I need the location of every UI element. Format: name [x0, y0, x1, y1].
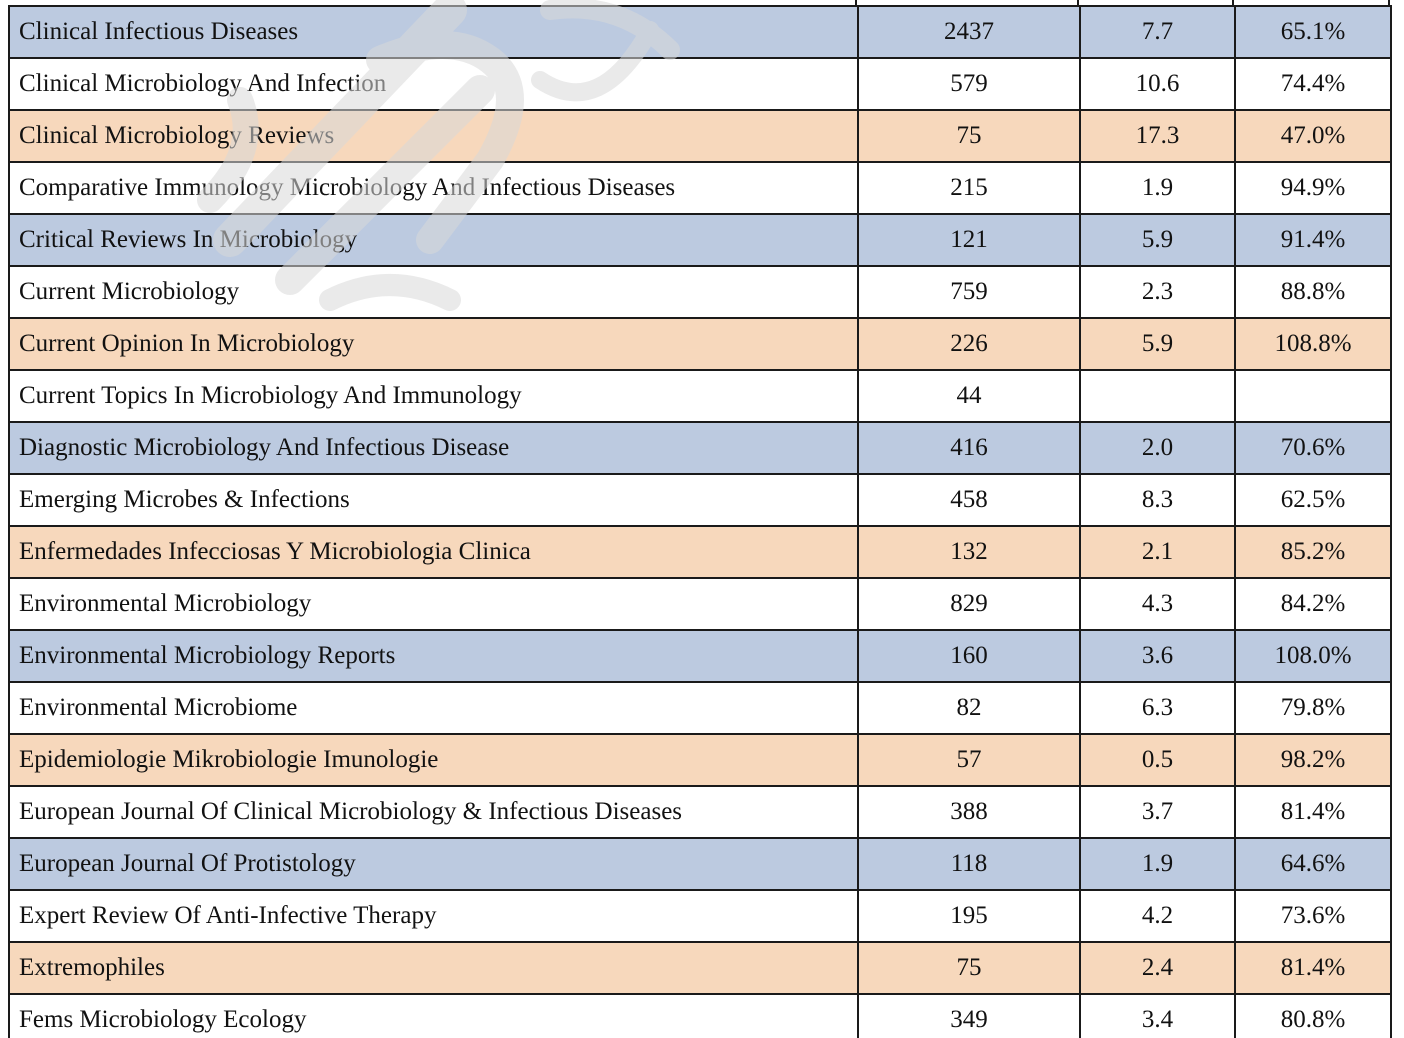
- journal-name-cell: Clinical Microbiology Reviews: [9, 110, 858, 162]
- count-cell: 44: [858, 370, 1080, 422]
- journal-name-cell: Current Topics In Microbiology And Immunology: [9, 370, 858, 422]
- percent-cell: 98.2%: [1235, 734, 1391, 786]
- score-cell: 3.4: [1080, 994, 1235, 1038]
- count-cell: 416: [858, 422, 1080, 474]
- journal-name-cell: Enfermedades Infecciosas Y Microbiologia Clinica: [9, 526, 858, 578]
- journal-name-cell: Current Microbiology: [9, 266, 858, 318]
- count-cell: 579: [858, 58, 1080, 110]
- count-cell: 75: [858, 110, 1080, 162]
- percent-cell: 81.4%: [1235, 786, 1391, 838]
- score-cell: 17.3: [1080, 110, 1235, 162]
- journal-name-cell: Environmental Microbiology Reports: [9, 630, 858, 682]
- table-row: [9, 942, 1391, 994]
- table-row: [9, 318, 1391, 370]
- table-row: [9, 578, 1391, 630]
- percent-cell: 84.2%: [1235, 578, 1391, 630]
- table-row: [9, 682, 1391, 734]
- score-cell: 10.6: [1080, 58, 1235, 110]
- table-row: [9, 370, 1391, 422]
- score-cell: [1080, 370, 1235, 422]
- count-cell: 829: [858, 578, 1080, 630]
- count-cell: 388: [858, 786, 1080, 838]
- journal-name-cell: Expert Review Of Anti-Infective Therapy: [9, 890, 858, 942]
- score-cell: 7.7: [1080, 6, 1235, 58]
- table-row: [9, 526, 1391, 578]
- table-row: [9, 994, 1391, 1038]
- percent-cell: [1235, 370, 1391, 422]
- count-cell: 458: [858, 474, 1080, 526]
- journal-name-cell: European Journal Of Clinical Microbiology & Infectious Diseases: [9, 786, 858, 838]
- percent-cell: 70.6%: [1235, 422, 1391, 474]
- journal-name-cell: Clinical Infectious Diseases: [9, 6, 858, 58]
- journal-name-cell: Critical Reviews In Microbiology: [9, 214, 858, 266]
- journal-table: [8, 5, 1392, 1038]
- table-row: [9, 58, 1391, 110]
- percent-cell: 108.0%: [1235, 630, 1391, 682]
- count-cell: 759: [858, 266, 1080, 318]
- table-row: [9, 6, 1391, 58]
- count-cell: 215: [858, 162, 1080, 214]
- journal-name-cell: Emerging Microbes & Infections: [9, 474, 858, 526]
- journal-name-cell: Environmental Microbiome: [9, 682, 858, 734]
- journal-name-cell: Extremophiles: [9, 942, 858, 994]
- table-row: [9, 162, 1391, 214]
- percent-cell: 91.4%: [1235, 214, 1391, 266]
- score-cell: 0.5: [1080, 734, 1235, 786]
- journal-name-cell: Diagnostic Microbiology And Infectious Disease: [9, 422, 858, 474]
- table-row: [9, 214, 1391, 266]
- score-cell: 3.7: [1080, 786, 1235, 838]
- percent-cell: 85.2%: [1235, 526, 1391, 578]
- score-cell: 1.9: [1080, 838, 1235, 890]
- count-cell: 226: [858, 318, 1080, 370]
- count-cell: 160: [858, 630, 1080, 682]
- journal-table-body: [9, 6, 1391, 1038]
- percent-cell: 94.9%: [1235, 162, 1391, 214]
- count-cell: 75: [858, 942, 1080, 994]
- percent-cell: 88.8%: [1235, 266, 1391, 318]
- percent-cell: 62.5%: [1235, 474, 1391, 526]
- table-row: [9, 110, 1391, 162]
- journal-name-cell: Clinical Microbiology And Infection: [9, 58, 858, 110]
- score-cell: 6.3: [1080, 682, 1235, 734]
- count-cell: 2437: [858, 6, 1080, 58]
- count-cell: 118: [858, 838, 1080, 890]
- journal-name-cell: Environmental Microbiology: [9, 578, 858, 630]
- count-cell: 132: [858, 526, 1080, 578]
- table-row: [9, 266, 1391, 318]
- score-cell: 2.1: [1080, 526, 1235, 578]
- percent-cell: 47.0%: [1235, 110, 1391, 162]
- journal-name-cell: Comparative Immunology Microbiology And Infectious Diseases: [9, 162, 858, 214]
- journal-name-cell: Fems Microbiology Ecology: [9, 994, 858, 1038]
- journal-name-cell: Current Opinion In Microbiology: [9, 318, 858, 370]
- percent-cell: 79.8%: [1235, 682, 1391, 734]
- table-row: [9, 890, 1391, 942]
- count-cell: 82: [858, 682, 1080, 734]
- percent-cell: 108.8%: [1235, 318, 1391, 370]
- score-cell: 5.9: [1080, 318, 1235, 370]
- percent-cell: 81.4%: [1235, 942, 1391, 994]
- table-row: [9, 474, 1391, 526]
- score-cell: 4.3: [1080, 578, 1235, 630]
- score-cell: 5.9: [1080, 214, 1235, 266]
- count-cell: 121: [858, 214, 1080, 266]
- table-row: [9, 422, 1391, 474]
- table-row: [9, 630, 1391, 682]
- score-cell: 4.2: [1080, 890, 1235, 942]
- percent-cell: 73.6%: [1235, 890, 1391, 942]
- count-cell: 195: [858, 890, 1080, 942]
- journal-name-cell: European Journal Of Protistology: [9, 838, 858, 890]
- percent-cell: 64.6%: [1235, 838, 1391, 890]
- table-row: [9, 734, 1391, 786]
- score-cell: 2.3: [1080, 266, 1235, 318]
- score-cell: 2.0: [1080, 422, 1235, 474]
- percent-cell: 74.4%: [1235, 58, 1391, 110]
- count-cell: 57: [858, 734, 1080, 786]
- score-cell: 2.4: [1080, 942, 1235, 994]
- score-cell: 3.6: [1080, 630, 1235, 682]
- table-row: [9, 786, 1391, 838]
- table-row: [9, 838, 1391, 890]
- score-cell: 8.3: [1080, 474, 1235, 526]
- count-cell: 349: [858, 994, 1080, 1038]
- percent-cell: 65.1%: [1235, 6, 1391, 58]
- journal-name-cell: Epidemiologie Mikrobiologie Imunologie: [9, 734, 858, 786]
- score-cell: 1.9: [1080, 162, 1235, 214]
- percent-cell: 80.8%: [1235, 994, 1391, 1038]
